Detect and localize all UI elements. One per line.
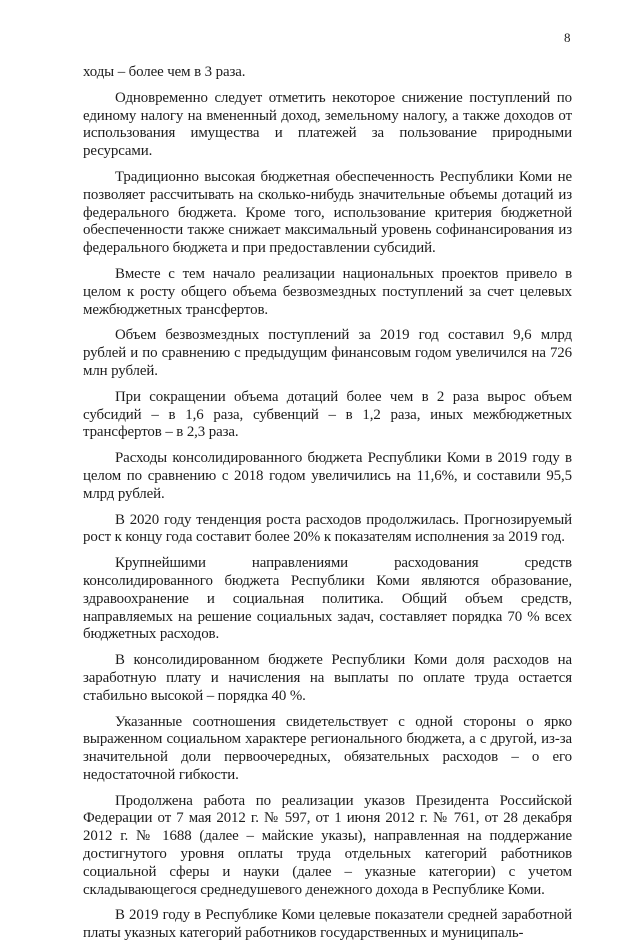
paragraph-2: Одновременно следует отметить некоторое снижение поступлений по единому налогу на вмененный доход, земельному налогу, а также доходов от использования имущества и платежей за пользование природными ресурсами. [83,89,572,160]
paragraph-6: При сокращении объема дотаций более чем в 2 раза вырос объем субсидий – в 1,6 раза, субвенций – в 1,2 раза, иных межбюджетных трансфертов – в 2,3 раза. [83,388,572,441]
paragraph-3: Традиционно высокая бюджетная обеспеченность Республики Коми не позволяет рассчитывать на сколько-нибудь значительные объемы дотаций из федерального бюджета. Кроме того, использование критерия бюджетной обеспеченности также снижает максимальный уровень софинансирования из федерального бюджета и при предоставлении субсидий. [83,168,572,257]
paragraph-7: Расходы консолидированного бюджета Республики Коми в 2019 году в целом по сравнению с 2018 годом увеличились на 11,6%, и составили 95,5 млрд рублей. [83,450,572,502]
paragraph-8: В 2020 году тенденция роста расходов продолжилась. Прогнозируемый рост к концу года составит более 20% к показателям исполнения за 2019 год. [83,511,572,546]
paragraph-12: Продолжена работа по реализации указов Президента Российской Федерации от 7 мая 2012 г. № 597, от 1 июня 2012 г. № 761, от 28 декабря 2012 г. № 1688 (далее – майские указы), направленная на поддержание достигнутого уровня оплаты труда отдельных категорий работников социальной сферы и науки (далее – указные категории) с учетом складывающегося среднедушевого денежного дохода в Республике Коми. [83,792,572,898]
paragraph-9: Крупнейшими направлениями расходования средств консолидированного бюджета Республики Коми являются образование, здравоохранение и социальная политика. Общий объем средств, направляемых на решение социальных задач, составляет порядка 70 % всех бюджетных расходов. [83,555,572,643]
paragraph-5: Объем безвозмездных поступлений за 2019 год составил 9,6 млрд рублей и по сравнению с предыдущим финансовым годом увеличился на 726 млн рублей. [83,327,572,379]
paragraph-13: В 2019 году в Республике Коми целевые показатели средней заработной платы указных категорий работников государственных и муниципаль- [83,907,572,942]
page-number: 8 [564,30,571,45]
paragraph-10: В консолидированном бюджете Республики Коми доля расходов на заработную плату и начисления на выплаты по оплате труда остается стабильно высокой – порядка 40 %. [83,652,572,704]
paragraph-1: ходы – более чем в 3 раза. [83,64,246,80]
paragraph-4: Вместе с тем начало реализации национальных проектов привело в целом к росту общего объема безвозмездных поступлений за счет целевых межбюджетных трансфертов. [83,265,572,318]
paragraph-11: Указанные соотношения свидетельствует с одной стороны о ярко выраженном социальном характере регионального бюджета, а с другой, из-за значительной доли первоочередных, обязательных расходов – о его недостаточной гибкости. [83,713,572,783]
document-body [83,64,572,951]
